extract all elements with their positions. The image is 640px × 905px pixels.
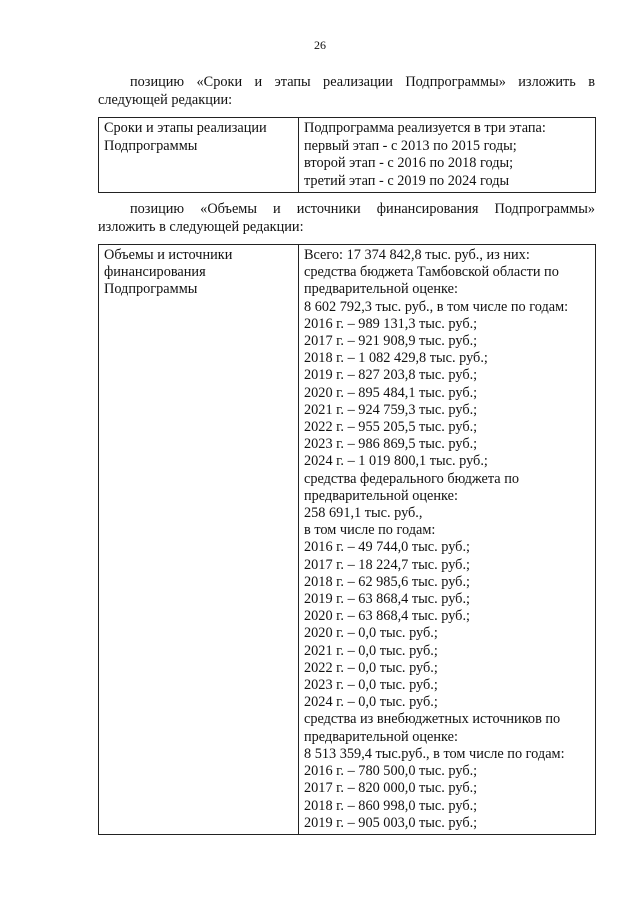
paragraph-line: позицию «Сроки и этапы реализации Подпрограммы» изложить в (130, 74, 595, 90)
cell-line: 2021 г. – 0,0 тыс. руб.; (304, 642, 438, 659)
cell-line: 2020 г. – 0,0 тыс. руб.; (304, 625, 438, 642)
cell-line: Объемы и источники (104, 247, 233, 263)
cell-line: 2023 г. – 0,0 тыс. руб.; (304, 677, 438, 694)
cell-line: 2020 г. – 63 868,4 тыс. руб.; (304, 608, 470, 625)
row-label-cell (99, 245, 299, 835)
cell-line: Подпрограммы (104, 137, 198, 154)
terms-stages-table (98, 117, 596, 193)
cell-line: средства из внебюджетных источников по (304, 711, 561, 728)
cell-line: 2017 г. – 18 224,7 тыс. руб.; (304, 556, 470, 573)
row-value-cell (299, 118, 596, 193)
cell-line: 2018 г. – 1 082 429,8 тыс. руб.; (304, 350, 488, 367)
cell-line: 2018 г. – 62 985,6 тыс. руб.; (304, 573, 470, 590)
page-number: 26 (314, 38, 326, 52)
intro-paragraph-2 (98, 201, 595, 236)
cell-line: 2017 г. – 921 908,9 тыс. руб.; (304, 333, 478, 350)
table-row (99, 118, 596, 193)
cell-line: 2021 г. – 924 759,3 тыс. руб.; (304, 401, 478, 418)
intro-paragraph-1 (98, 74, 595, 109)
cell-line: 8 513 359,4 тыс.руб., в том числе по годам: (304, 745, 565, 762)
cell-line: 2020 г. – 895 484,1 тыс. руб.; (304, 384, 478, 401)
cell-line: 8 602 792,3 тыс. руб., в том числе по годам: (304, 298, 569, 315)
paragraph-line: следующей редакции: (98, 91, 233, 108)
paragraph-line: изложить в следующей редакции: (98, 218, 304, 235)
cell-line: 2016 г. – 49 744,0 тыс. руб.; (304, 539, 470, 556)
cell-line: 2019 г. – 905 003,0 тыс. руб.; (304, 814, 478, 831)
cell-line: в том числе по годам: (304, 522, 436, 539)
cell-line: средства бюджета Тамбовской области по (304, 264, 559, 281)
cell-line: 2024 г. – 1 019 800,1 тыс. руб.; (304, 453, 488, 470)
cell-line: 2024 г. – 0,0 тыс. руб.; (304, 694, 438, 711)
cell-line: 2018 г. – 860 998,0 тыс. руб.; (304, 797, 478, 814)
cell-line: Подпрограмма реализуется в три этапа: (304, 120, 546, 136)
cell-line: финансирования (104, 264, 206, 281)
cell-line: 2023 г. – 986 869,5 тыс. руб.; (304, 436, 478, 453)
cell-line: Сроки и этапы реализации (104, 120, 267, 136)
cell-line: 2017 г. – 820 000,0 тыс. руб.; (304, 780, 478, 797)
cell-line: Подпрограммы (104, 281, 198, 298)
row-label-cell (99, 118, 299, 193)
cell-line: третий этап - с 2019 по 2024 годы (304, 172, 510, 189)
cell-line: 258 691,1 тыс. руб., (304, 505, 423, 522)
cell-line: 2022 г. – 955 205,5 тыс. руб.; (304, 419, 478, 436)
cell-line: предварительной оценке: (304, 487, 458, 504)
cell-line: первый этап - с 2013 по 2015 годы; (304, 137, 517, 154)
cell-line: 2019 г. – 63 868,4 тыс. руб.; (304, 591, 470, 608)
cell-line: второй этап - с 2016 по 2018 годы; (304, 155, 514, 171)
cell-line: 2016 г. – 989 131,3 тыс. руб.; (304, 315, 478, 332)
cell-line: 2016 г. – 780 500,0 тыс. руб.; (304, 763, 478, 780)
paragraph-line: позицию «Объемы и источники финансирования Подпрограммы» (130, 201, 595, 217)
cell-line: средства федерального бюджета по (304, 470, 520, 487)
financing-table (98, 244, 596, 835)
cell-line: предварительной оценке: (304, 281, 458, 298)
cell-line: предварительной оценке: (304, 728, 458, 745)
row-value-cell (299, 245, 596, 835)
cell-line: 2019 г. – 827 203,8 тыс. руб.; (304, 367, 478, 384)
cell-line: Всего: 17 374 842,8 тыс. руб., из них: (304, 247, 530, 263)
table-row (99, 245, 596, 835)
cell-line: 2022 г. – 0,0 тыс. руб.; (304, 659, 438, 676)
